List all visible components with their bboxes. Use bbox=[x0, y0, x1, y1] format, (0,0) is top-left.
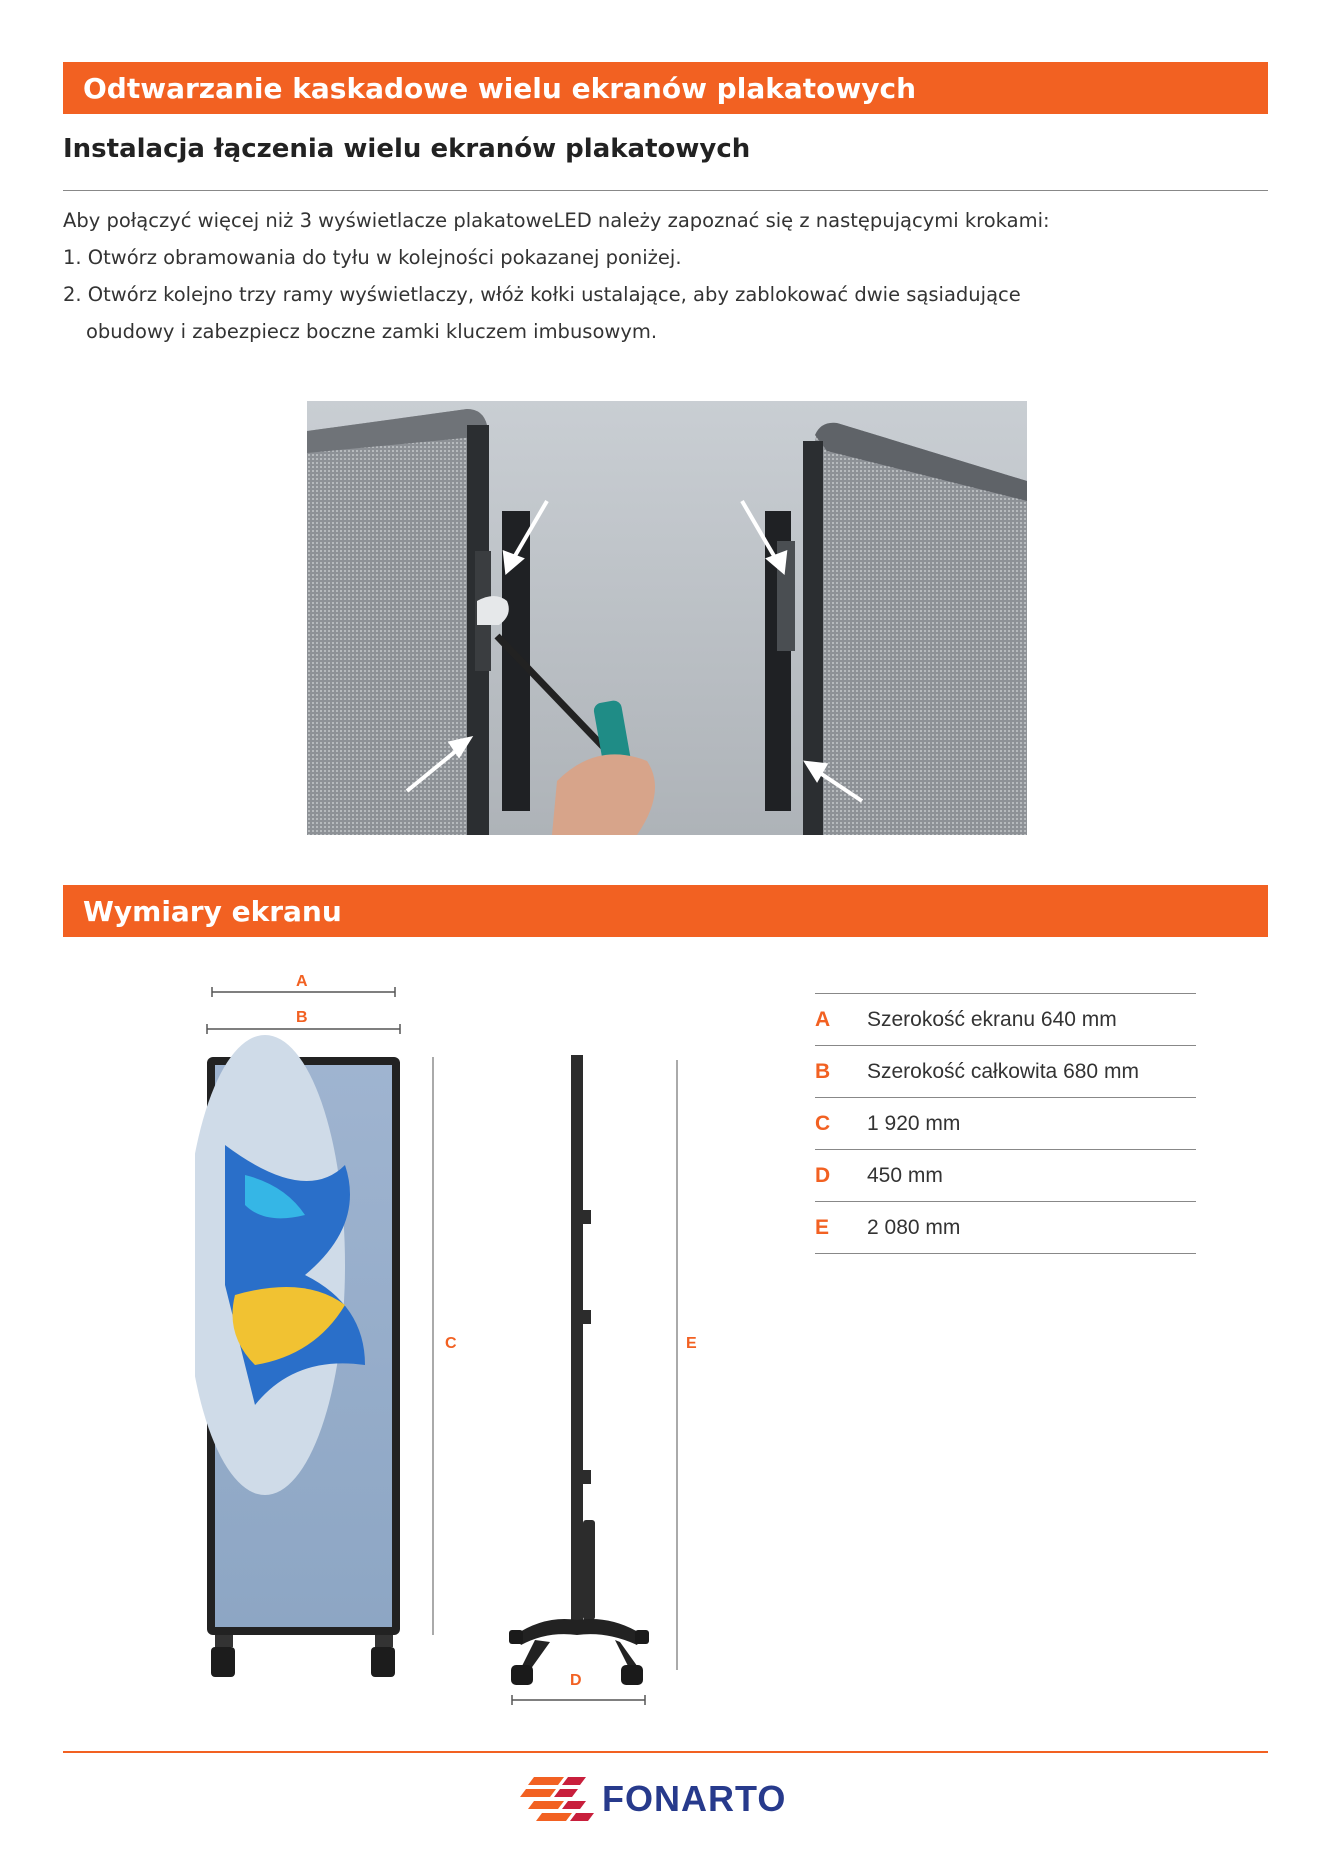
brand-name: FONARTO bbox=[602, 1778, 787, 1819]
spec-row bbox=[815, 1098, 1196, 1150]
section-banner-dimensions bbox=[63, 885, 1268, 937]
intro-text: Aby połączyć więcej niż 3 wyświetlacze plakatoweLED należy zapoznać się z następującymi krokami: bbox=[63, 209, 1050, 232]
dimension-label-b: B bbox=[296, 1009, 308, 1026]
step-1-text: 1. Otwórz obramowania do tyłu w kolejności pokazanej poniżej. bbox=[63, 246, 682, 269]
front-view-diagram bbox=[195, 965, 435, 1690]
dimension-label-d: D bbox=[570, 1672, 582, 1689]
footer-divider bbox=[63, 1751, 1268, 1753]
installation-photo bbox=[307, 401, 1027, 835]
subtitle-divider bbox=[63, 190, 1268, 191]
spec-row bbox=[815, 1046, 1196, 1098]
spec-value: Szerokość ekranu 640 mm bbox=[867, 1007, 1117, 1031]
section-banner-cascade bbox=[63, 62, 1268, 114]
step-2-text-line2: obudowy i zabezpiecz boczne zamki kluczem imbusowym. bbox=[86, 320, 658, 343]
subtitle-installation: Instalacja łączenia wielu ekranów plakatowych bbox=[63, 134, 751, 164]
spec-letter: C bbox=[815, 1111, 831, 1135]
dimension-label-c: C bbox=[445, 1335, 457, 1352]
spec-letter: A bbox=[815, 1007, 831, 1031]
fonarto-logo bbox=[520, 1777, 786, 1821]
dimension-label-a: A bbox=[296, 973, 308, 990]
spec-value: 2 080 mm bbox=[867, 1215, 961, 1239]
dimension-label-e: E bbox=[686, 1335, 697, 1352]
spec-row bbox=[815, 1202, 1196, 1254]
spec-row bbox=[815, 1150, 1196, 1202]
section-title-dimensions: Wymiary ekranu bbox=[83, 894, 342, 928]
spec-letter: E bbox=[815, 1215, 830, 1239]
spec-value: 450 mm bbox=[867, 1163, 943, 1187]
dimensions-spec-table bbox=[815, 993, 1196, 1254]
spec-value: Szerokość całkowita 680 mm bbox=[867, 1059, 1139, 1083]
fonarto-logo-icon bbox=[520, 1777, 594, 1821]
spec-row bbox=[815, 994, 1196, 1046]
side-view-diagram bbox=[495, 1040, 695, 1705]
section-title-cascade: Odtwarzanie kaskadowe wielu ekranów plakatowych bbox=[83, 71, 916, 105]
spec-value: 1 920 mm bbox=[867, 1111, 961, 1135]
spec-letter: D bbox=[815, 1163, 831, 1187]
step-2-text-line1: 2. Otwórz kolejno trzy ramy wyświetlaczy, włóż kołki ustalające, aby zablokować dwie sąsiadujące bbox=[63, 283, 1021, 306]
spec-letter: B bbox=[815, 1059, 831, 1083]
